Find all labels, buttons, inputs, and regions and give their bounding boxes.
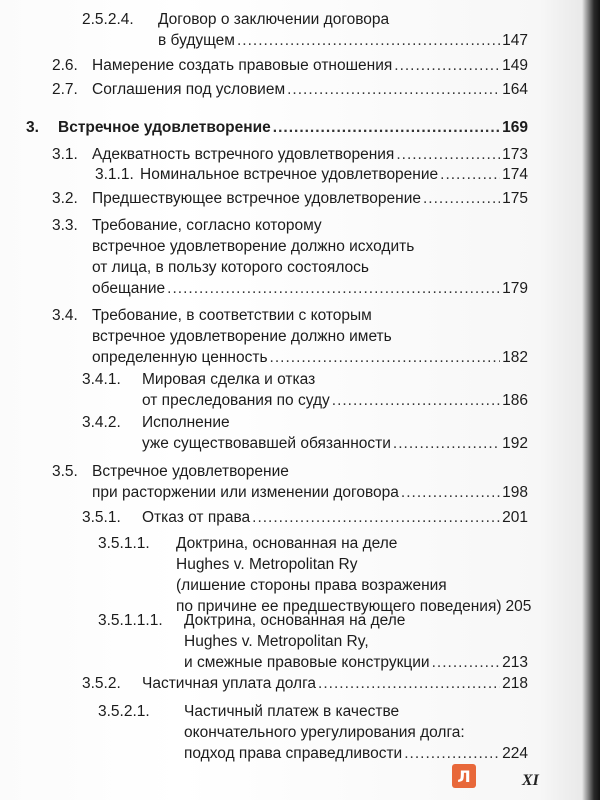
dot-leader xyxy=(273,117,500,138)
toc-entry-title xyxy=(184,610,528,673)
toc-entry-last-line xyxy=(142,507,528,528)
dot-leader xyxy=(440,164,500,185)
toc-entry-title-line: (лишение стороны права возражения xyxy=(176,577,447,594)
toc-entry-title-line: Встречное удовлетворение xyxy=(58,119,271,136)
toc-entry-title-line: Договор о заключении договора xyxy=(158,11,390,28)
toc-entry-number: 3.5.2.1. xyxy=(98,703,150,720)
toc-entry-title xyxy=(158,9,528,51)
toc-entry-title xyxy=(142,412,528,454)
toc-entry-title-line: Hughes v. Metropolitan Ry, xyxy=(184,633,369,650)
toc-entry-title-line: Требование, согласно которому xyxy=(92,217,322,234)
toc-entry-number: 3.5.1.1. xyxy=(98,535,150,552)
toc-entry-number: 3.4.2. xyxy=(82,414,121,431)
toc-entry-page: 213 xyxy=(502,654,528,671)
dot-leader xyxy=(404,743,500,764)
toc-entry-title-line: Частичная уплата долга xyxy=(142,675,317,692)
toc-entry-number: 3.4. xyxy=(52,307,78,324)
toc-entry-page: 173 xyxy=(502,146,528,163)
toc-entry-title-line: от лица, в пользу которого состоялось xyxy=(92,259,369,276)
toc-entry-title xyxy=(142,507,528,528)
toc-entry-last-line xyxy=(92,347,528,368)
toc-entry-title-line: подход права справедливости xyxy=(184,745,403,762)
toc-entry-page: 186 xyxy=(502,392,528,409)
toc-entry-title xyxy=(92,305,528,368)
toc-entry-title-line: Отказ от права xyxy=(142,509,251,526)
toc-entry-title xyxy=(176,533,532,617)
toc-entry-page: 218 xyxy=(502,675,528,692)
toc-entry-title-line: Мировая сделка и отказ xyxy=(142,371,316,388)
dot-leader xyxy=(332,390,500,411)
toc-entry-page: 201 xyxy=(502,509,528,526)
toc-entry-last-line xyxy=(92,278,528,299)
toc-entry-title xyxy=(92,79,528,100)
toc-entry-title-line: уже существовавшей обязанности xyxy=(142,435,391,452)
dot-leader xyxy=(287,79,500,100)
toc-entry-number: 3.5. xyxy=(52,463,78,480)
toc-entry-last-line xyxy=(142,390,528,411)
logo-letter: Л xyxy=(457,766,471,786)
toc-entry-number: 3.5.1. xyxy=(82,509,121,526)
toc-entry-page: 149 xyxy=(502,57,528,74)
toc-entry-number: 2.7. xyxy=(52,81,78,98)
toc-entry-title-line: Доктрина, основанная на деле xyxy=(176,535,398,552)
toc-entry-page: 224 xyxy=(502,745,528,762)
toc-entry-last-line xyxy=(142,673,528,694)
toc-entry-last-line xyxy=(92,79,528,100)
toc-entry-last-line xyxy=(92,55,528,76)
toc-entry-number: 2.6. xyxy=(52,57,78,74)
toc-entry-title-line: окончательного урегулирования долга: xyxy=(184,724,465,741)
toc-entry-title-line: Требование, в соответствии с которым xyxy=(92,307,372,324)
toc-entry-title xyxy=(140,164,528,185)
watermark-logo xyxy=(452,764,476,788)
toc-entry-last-line xyxy=(142,433,528,454)
dot-leader xyxy=(393,433,500,454)
toc-entry-title xyxy=(92,461,528,503)
toc-entry-last-line xyxy=(140,164,528,185)
toc-entry-number: 2.5.2.4. xyxy=(82,11,134,28)
toc-entry-title-line: Адекватность встречного удовлетворения xyxy=(92,146,395,163)
toc-entry-page: 169 xyxy=(502,119,528,136)
toc-entry-last-line xyxy=(58,117,528,138)
toc-entry-page: 192 xyxy=(502,435,528,452)
toc-entry-title xyxy=(92,188,528,209)
toc-entry-page: 164 xyxy=(502,81,528,98)
toc-entry-page: 198 xyxy=(502,484,528,501)
toc-entry-title-line: Доктрина, основанная на деле xyxy=(184,612,406,629)
toc-entry-title xyxy=(92,144,528,165)
toc-entry-title-line: Hughes v. Metropolitan Ry xyxy=(176,556,358,573)
toc-entry-title-line: Исполнение xyxy=(142,414,230,431)
toc-entry-title xyxy=(92,55,528,76)
dot-leader xyxy=(432,652,501,673)
toc-entry-page: 182 xyxy=(502,349,528,366)
dot-leader xyxy=(167,278,500,299)
page-number: XI xyxy=(522,772,539,789)
toc-entry-last-line xyxy=(92,482,528,503)
toc-entry-page: 179 xyxy=(502,280,528,297)
toc-entry-title-line: от преследования по суду xyxy=(142,392,330,409)
toc-entry-title-line: Намерение создать правовые отношения xyxy=(92,57,393,74)
toc-entry-title-line: Частичный платеж в качестве xyxy=(184,703,400,720)
toc-entry-title xyxy=(58,117,528,138)
toc-entry-number: 3.3. xyxy=(52,217,78,234)
toc-entry-page: 147 xyxy=(502,32,528,49)
toc-entry-number: 3.5.1.1.1. xyxy=(98,612,163,629)
toc-entry-number: 3.1. xyxy=(52,146,78,163)
toc-entry-title-line: в будущем xyxy=(158,32,235,49)
toc-entry-title-line: Соглашения под условием xyxy=(92,81,286,98)
toc-entry-last-line xyxy=(158,30,528,51)
toc-entry-last-line xyxy=(92,188,528,209)
toc-entry-page: 174 xyxy=(502,166,528,183)
toc-entry-title xyxy=(184,701,528,764)
toc-entry-title-line: определенную ценность xyxy=(92,349,268,366)
toc-entry-number: 3.5.2. xyxy=(82,675,121,692)
toc-entry-number: 3.1.1. xyxy=(95,166,134,183)
dot-leader xyxy=(252,507,500,528)
toc-entry-title xyxy=(92,215,528,299)
toc-entry-title xyxy=(142,369,528,411)
toc-entry-title-line: и смежные правовые конструкции xyxy=(184,654,430,671)
dot-leader xyxy=(396,144,500,165)
toc-entry-title-line: Номинальное встречное удовлетворение xyxy=(140,166,439,183)
dot-leader xyxy=(394,55,500,76)
toc-entry-page: 175 xyxy=(502,190,528,207)
toc-entry-title-line: встречное удовлетворение должно исходить xyxy=(92,238,415,255)
toc-entry-last-line xyxy=(92,144,528,165)
toc-entry-title xyxy=(142,673,528,694)
toc-entry-title-line: при расторжении или изменении договора xyxy=(92,484,399,501)
toc-entry-title-line: обещание xyxy=(92,280,166,297)
dot-leader xyxy=(401,482,500,503)
toc-entry-page: 205 xyxy=(505,598,532,615)
toc-entry-title-line: по причине ее предшествующего поведения) xyxy=(176,598,502,615)
toc-entry-title-line: встречное удовлетворение должно иметь xyxy=(92,328,392,345)
toc-entry-number: 3.2. xyxy=(52,190,78,207)
dot-leader xyxy=(270,347,501,368)
toc-entry-last-line xyxy=(184,743,528,764)
toc-entry-title-line: Предшествующее встречное удовлетворение xyxy=(92,190,421,207)
dot-leader xyxy=(423,188,500,209)
toc-entry-number: 3.4.1. xyxy=(82,371,121,388)
dot-leader xyxy=(318,673,500,694)
dot-leader xyxy=(237,30,500,51)
toc-entry-last-line xyxy=(184,652,528,673)
toc-entry-number: 3. xyxy=(26,119,39,136)
toc-entry-title-line: Встречное удовлетворение xyxy=(92,463,289,480)
